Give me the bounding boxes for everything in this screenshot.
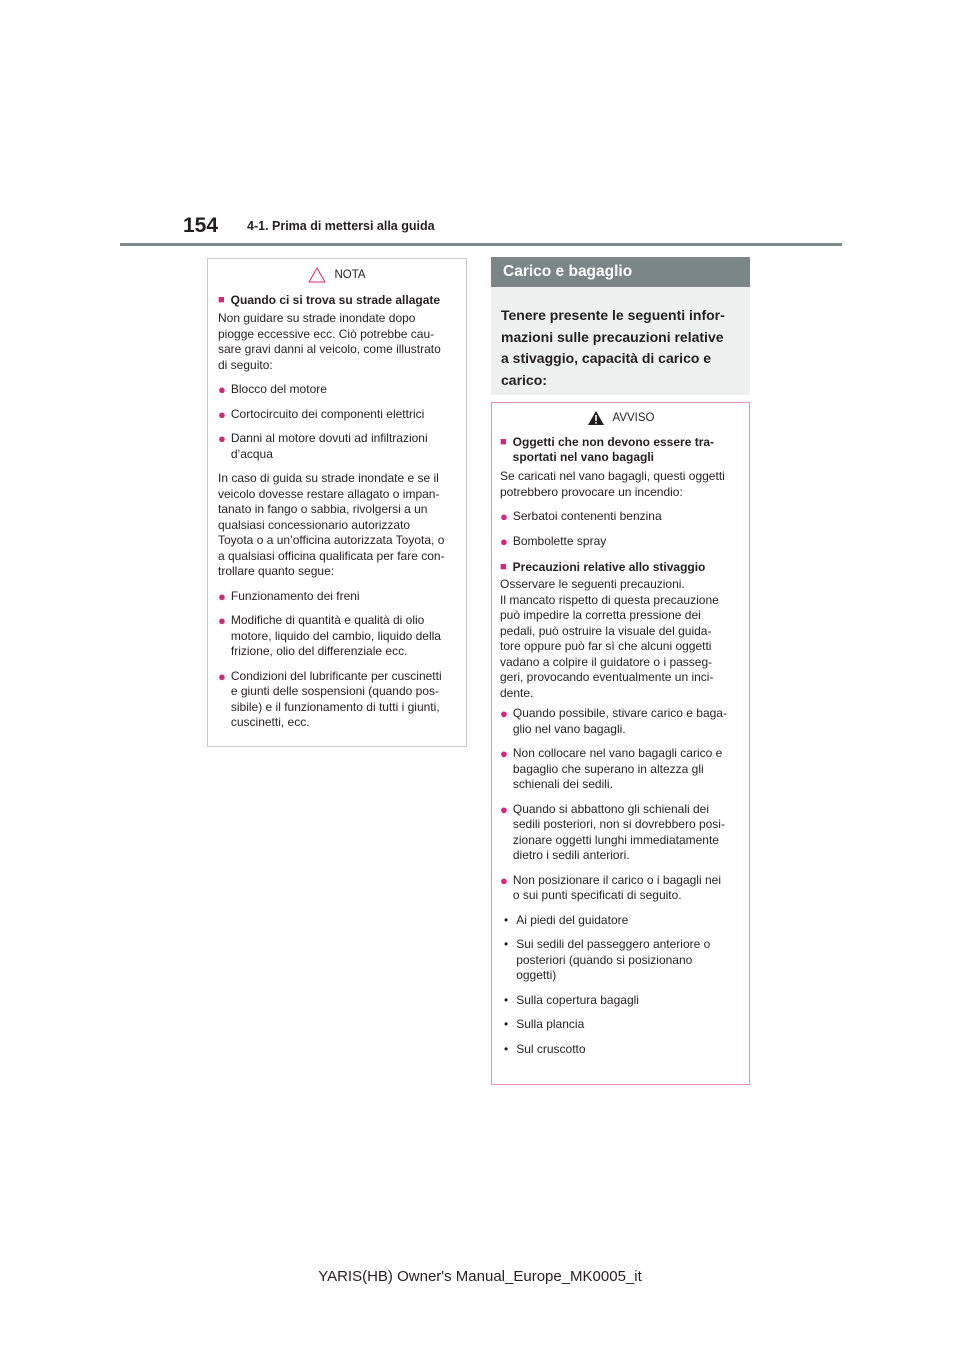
nota-header — [218, 259, 456, 291]
nota-paragraph: In caso di guida su strade inondate e se il veicolo dovesse restare allagato o impan- tanato in fango o sabbia, rivolgersi a un qualsiasi concessionario autorizzato Toyota o a un’officina autorizzata Toyota, o a qualsiasi officina qualificata per fare con- trollare quanto segue: — [218, 471, 445, 578]
list-item: ● Modifiche di quantità e qualità di olio motore, liquido del cambio, liquido della frizione, olio del differenziale ecc. — [218, 613, 441, 658]
dot-bullet-icon: ● — [218, 613, 226, 628]
nota-box — [207, 258, 467, 747]
avviso-header — [500, 403, 741, 433]
list-item: ● Condizioni del lubrificante per cuscinetti e giunti delle sospensioni (quando pos- sibile) e il funzionamento di tutti i giunti, cuscinetti, ecc. — [218, 668, 442, 729]
dot-bullet-icon: ● — [500, 533, 508, 549]
list-item: ● Non collocare nel vano bagagli carico e bagaglio che superano in altezza gli schienali dei sedili. — [500, 746, 723, 791]
dot-bullet-icon: ● — [218, 668, 226, 684]
cargo-intro: Tenere presente le seguenti infor- mazioni sulle precauzioni relative a stivaggio, capacità di carico e carico: — [491, 287, 750, 395]
dot-bullet-icon: ● — [500, 706, 508, 721]
caution-outline-icon — [308, 267, 326, 283]
dot-bullet-icon: ● — [500, 872, 508, 888]
list-item: ● Funzionamento dei freni — [218, 588, 360, 604]
dot-bullet-icon: ● — [218, 431, 226, 446]
list-item: ● Serbatoi contenenti benzina — [500, 509, 662, 524]
list-item: ● Quando si abbattono gli schienali dei sedili posteriori, non si dovrebbero posi- zionare oggetti lunghi immediatamente dietro i sedili anteriori. — [500, 801, 725, 862]
list-item: ● Quando possibile, stivare carico e baga- glio nel vano bagagli. — [500, 706, 727, 736]
warning-icon — [587, 410, 605, 426]
list-item: ● Danni al motore dovuti ad infiltrazioni d’acqua — [218, 431, 428, 461]
dot-bullet-icon: ● — [500, 801, 508, 817]
header-rule — [120, 243, 842, 246]
footer: YARIS(HB) Owner's Manual_Europe_MK0005_it — [318, 1268, 642, 1285]
list-item: • Sul cruscotto — [504, 1041, 586, 1056]
avviso-text-2: Osservare le seguenti precauzioni. Il mancato rispetto di questa precauzione può impedire la corretta pressione dei pedali, può ostruire la visuale del guida- tore oppure può far sì che alcuni oggetti vadano a colpire il guidatore o i passeg- geri, provocando eventualmente un inci- dente. — [500, 577, 719, 700]
dot-bullet-icon: ● — [218, 406, 226, 422]
list-item: ● Cortocircuito dei componenti elettrici — [218, 406, 425, 422]
list-item: • Ai piedi del guidatore — [504, 912, 629, 927]
page-number: 154 — [183, 214, 219, 237]
avviso-text-1: Se caricati nel vano bagagli, questi oggetti potrebbero provocare un incendio: — [500, 469, 725, 499]
avviso-box — [491, 402, 750, 1085]
list-item: • Sulla copertura bagagli — [504, 992, 639, 1007]
dot-bullet-icon: ● — [500, 746, 508, 761]
list-item: • Sui sedili del passeggero anteriore o posteriori (quando si posizionano oggetti) — [504, 937, 711, 982]
nota-heading: ■ Quando ci si trova su strade allagate — [218, 293, 441, 307]
dot-bullet-icon: ● — [500, 509, 508, 524]
cargo-section-title: Carico e bagaglio — [491, 257, 750, 287]
square-bullet-icon: ■ — [500, 561, 507, 573]
list-item: ● Blocco del motore — [218, 382, 327, 397]
list-item: ● Bombolette spray — [500, 533, 607, 549]
dot-bullet-icon: ● — [218, 588, 226, 604]
avviso-heading-2: ■ Precauzioni relative allo stivaggio — [500, 560, 706, 574]
square-bullet-icon: ■ — [218, 294, 225, 306]
nota-label: NOTA — [334, 269, 366, 281]
nota-intro: Non guidare su strade inondate dopo piogge eccessive ecc. Ciò potrebbe cau- sare gravi danni al veicolo, come illustrato di seguito: — [218, 311, 441, 372]
section-title: 4-1. Prima di mettersi alla guida — [247, 219, 435, 233]
avviso-label: AVVISO — [612, 412, 655, 424]
list-item: • Sulla plancia — [504, 1017, 585, 1031]
list-item: ● Non posizionare il carico o i bagagli nei o sui punti specificati di seguito. — [500, 872, 721, 902]
avviso-heading-1: ■ Oggetti che non devono essere tra- sportati nel vano bagagli — [500, 435, 715, 464]
square-bullet-icon: ■ — [500, 436, 507, 448]
dot-bullet-icon: ● — [218, 382, 226, 397]
